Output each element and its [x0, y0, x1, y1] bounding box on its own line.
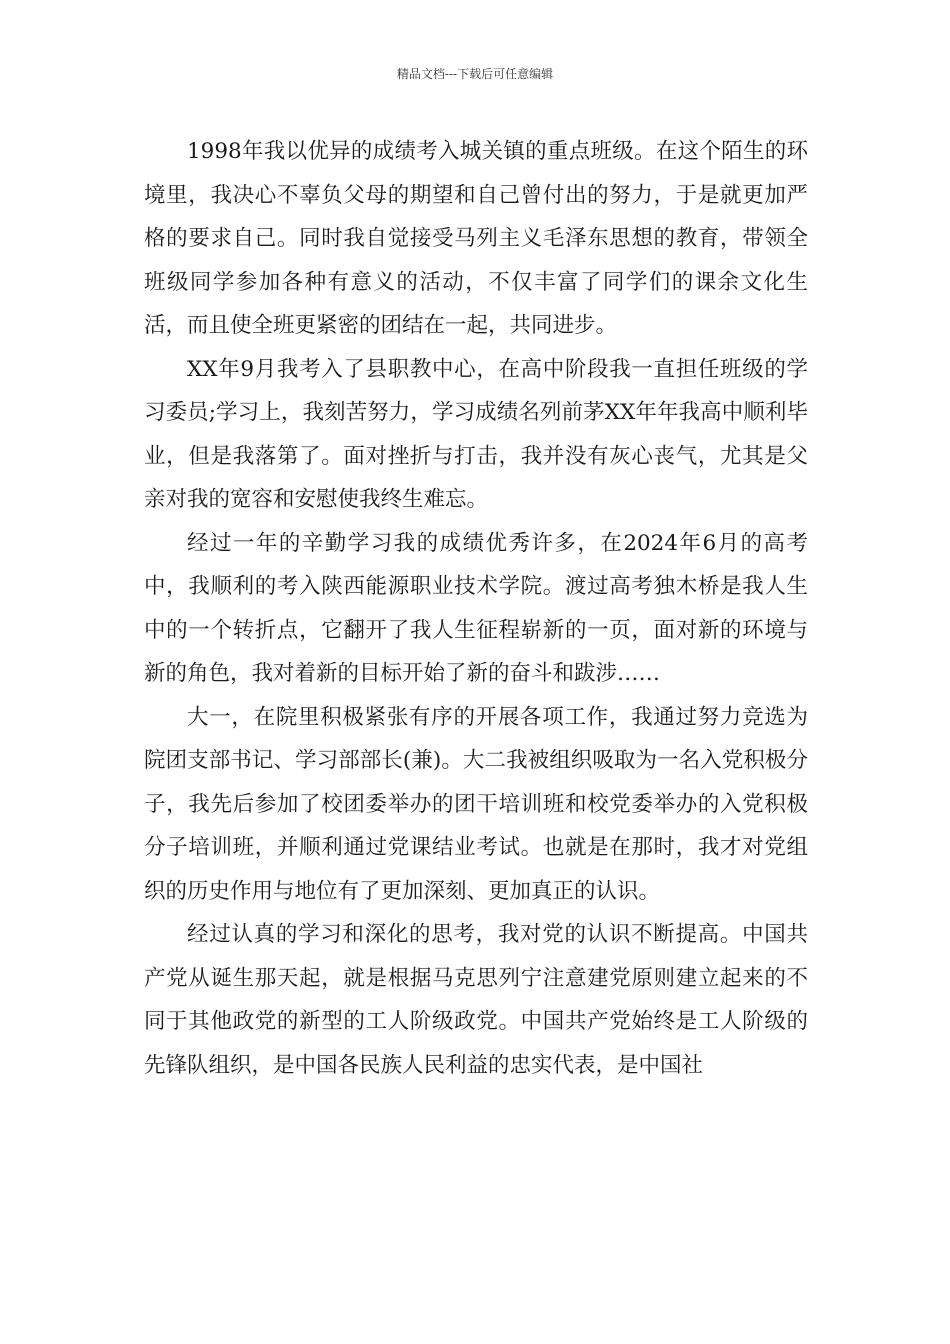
- paragraph-2: XX年9月我考入了县职教中心，在高中阶段我一直担任班级的学习委员;学习上，我刻苦努力，学习成绩名列前茅XX年年我高中顺利毕业，但是我落第了。面对挫折与打击，我并没有灰心丧气，尤其是父亲对我的宽容和安慰使我终生难忘。: [144, 356, 808, 512]
- paragraph-5: 经过认真的学习和深化的思考，我对党的认识不断提高。中国共产党从诞生那天起，就是根据马克思列宁注意建党原则建立起来的不同于其他政党的新型的工人阶级政党。中国共产党始终是工人阶级的先锋队组织，是中国各民族人民利益的忠实代表，是中国社: [144, 922, 808, 1078]
- page-header: 精品文档---下载后可任意编辑: [396, 67, 554, 81]
- paragraph-3: 经过一年的辛勤学习我的成绩优秀许多，在2024年6月的高考中，我顺利的考入陕西能源职业技术学院。渡过高考独木桥是我人生中的一个转折点，它翻开了我人生征程崭新的一页，面对新的环境与新的角色，我对着新的目标开始了新的奋斗和跋涉……: [144, 530, 808, 686]
- document-body: [144, 130, 808, 1087]
- paragraph-4: 大一，在院里积极紧张有序的开展各项工作，我通过努力竞选为院团支部书记、学习部部长(兼)。大二我被组织吸取为一名入党积极分子，我先后参加了校团委举办的团干培训班和校党委举办的入党积极分子培训班，并顺利通过党课结业考试。也就是在那时，我才对党组织的历史作用与地位有了更加深刻、更加真正的认识。: [144, 704, 808, 904]
- paragraph-1: 1998年我以优异的成绩考入城关镇的重点班级。在这个陌生的环境里，我决心不辜负父母的期望和自己曾付出的努力，于是就更加严格的要求自己。同时我自觉接受马列主义毛泽东思想的教育，带领全班级同学参加各种有意义的活动，不仅丰富了同学们的课余文化生活，而且使全班更紧密的团结在一起，共同进步。: [144, 139, 808, 338]
